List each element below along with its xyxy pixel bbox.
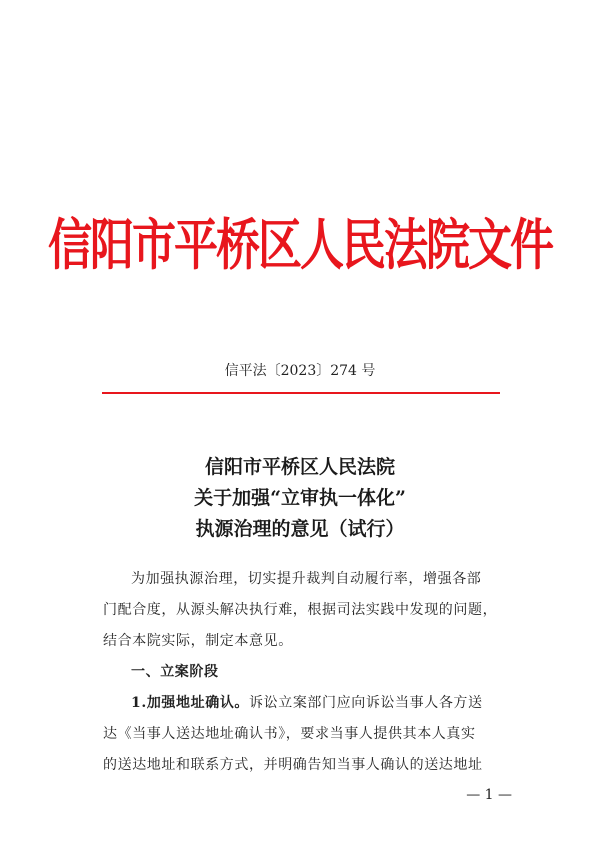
item-1-line-3: 的送达地址和联系方式，并明确告知当事人确认的送达地址 (103, 757, 483, 773)
item-1-line-1 (103, 688, 511, 719)
red-separator-line (102, 392, 500, 394)
intro-paragraph-line-1: 为加强执源治理，切实提升裁判自动履行率，增强各部 (131, 571, 482, 587)
document-number: 信平法〔2023〕274 号 (224, 363, 376, 379)
page-number: — 1 — (466, 787, 512, 803)
item-1-heading: 1.加强地址确认。 (131, 695, 250, 711)
item-1-text: 诉讼立案部门应向诉讼当事人各方送 (249, 695, 483, 711)
title-line-3: 执源治理的意见（试行） (195, 518, 405, 540)
section-heading: 一、立案阶段 (131, 664, 219, 680)
title-line-2: 关于加强“立审执一体化” (194, 487, 406, 509)
issuer-title: 信阳市平桥区人民法院文件 (48, 213, 552, 278)
intro-paragraph-line-3: 结合本院实际，制定本意见。 (103, 633, 293, 649)
intro-paragraph-line-2: 门配合度，从源头解决执行难，根据司法实践中发现的问题， (103, 602, 498, 618)
document-body (103, 564, 511, 781)
title-line-1: 信阳市平桥区人民法院 (204, 456, 395, 478)
document-title (0, 452, 600, 545)
item-1-line-2: 达《当事人送达地址确认书》，要求当事人提供其本人真实 (103, 726, 476, 742)
